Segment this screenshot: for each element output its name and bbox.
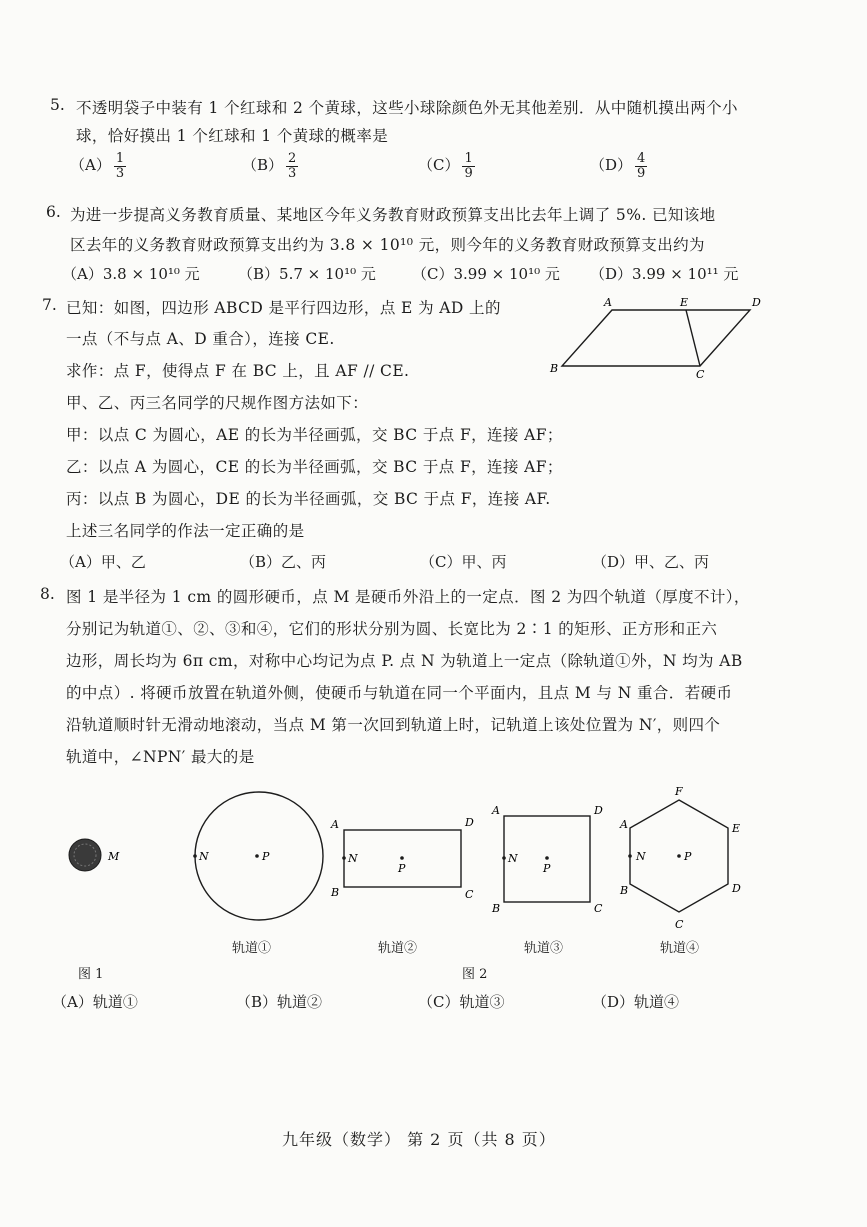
track-4-label-a: A xyxy=(620,818,628,831)
label-a: A xyxy=(604,296,612,309)
q5-text-line-1: 不透明袋子中装有 1 个红球和 2 个黄球，这些小球除颜色外无其他差别．从中随机摸出两个小 xyxy=(76,99,738,117)
q5-text-line-2: 球，恰好摸出 1 个红球和 1 个黄球的概率是 xyxy=(76,127,389,145)
label-b: B xyxy=(550,362,559,375)
track-4-label-c: C xyxy=(675,918,684,931)
q8-option-a: （A）轨道① xyxy=(52,993,138,1011)
q7-text-line-3: 求作：点 F，使得点 F 在 BC 上，且 AF // CE. xyxy=(66,362,410,380)
track-1-circle xyxy=(195,792,323,920)
q6-option-d: （D）3.99 × 10¹¹ 元 xyxy=(590,265,739,283)
q8-figures xyxy=(0,780,867,980)
q7-option-d: （D）甲、乙、丙 xyxy=(592,553,710,571)
coin-label-m: M xyxy=(108,850,120,863)
q6-number: 6. xyxy=(46,203,61,221)
track-4-label-b: B xyxy=(620,884,629,897)
track-3-label-b: B xyxy=(492,902,501,915)
page-footer: 九年级（数学） 第 2 页（共 8 页） xyxy=(282,1130,556,1149)
q7-text-line-2: 一点（不与点 A、D 重合），连接 CE. xyxy=(66,330,335,348)
track-2-label-a: A xyxy=(331,818,339,831)
track-3-label-c: C xyxy=(594,902,603,915)
track-1-caption: 轨道① xyxy=(232,941,272,956)
track-3-point-p xyxy=(545,856,549,860)
track-1-label-n: N xyxy=(199,850,209,863)
q7-text-line-4: 甲、乙、丙三名同学的尺规作图方法如下： xyxy=(66,394,369,412)
track-2-point-p xyxy=(400,856,404,860)
q7-text-line-1: 已知：如图，四边形 ABCD 是平行四边形，点 E 为 AD 上的 xyxy=(66,299,501,317)
track-3-caption: 轨道③ xyxy=(524,941,564,956)
track-2-label-p: P xyxy=(398,862,406,875)
q6-text-line-1: 为进一步提高义务教育质量、某地区今年义务教育财政预算支出比去年上调了 5%. 已知该地 xyxy=(70,206,716,224)
track-4-label-d: D xyxy=(732,882,741,895)
q7-text-line-6: 乙：以点 A 为圆心，CE 的长为半径画弧，交 BC 于点 F，连接 AF； xyxy=(66,458,563,476)
figure-2-caption: 图 2 xyxy=(462,967,488,982)
q7-text-line-5: 甲：以点 C 为圆心，AE 的长为半径画弧，交 BC 于点 F，连接 AF； xyxy=(66,426,563,444)
q6-option-c: （C）3.99 × 10¹⁰ 元 xyxy=(412,265,560,283)
track-3-label-p: P xyxy=(543,862,551,875)
q8-option-c: （C）轨道③ xyxy=(418,993,505,1011)
track-4-label-e: E xyxy=(732,822,741,835)
track-2-label-b: B xyxy=(331,886,340,899)
q8-text-line-5: 沿轨道顺时针无滑动地滚动，当点 M 第一次回到轨道上时，记轨道上该处位置为 N′，则四个 xyxy=(66,716,721,734)
track-4-label-n: N xyxy=(636,850,646,863)
track-3-point-n xyxy=(502,856,506,860)
label-e: E xyxy=(680,296,689,309)
q5-option-c: （C） $\frac{1}{9}$ xyxy=(418,151,473,181)
q8-option-b: （B）轨道② xyxy=(236,993,323,1011)
q5-option-d: （D） $\frac{4}{9}$ xyxy=(590,151,646,181)
q7-option-a: （A）甲、乙 xyxy=(60,553,146,571)
track-3-label-n: N xyxy=(508,852,518,865)
segment-ce xyxy=(686,310,700,366)
track-2-label-d: D xyxy=(465,816,474,829)
parallelogram-abcd xyxy=(562,310,750,366)
q5-number: 5. xyxy=(50,96,65,114)
q8-text-line-2: 分别记为轨道①、②、③和④，它们的形状分别为圆、长宽比为 2∶1 的矩形、正方形和正六 xyxy=(66,620,718,638)
track-1-point-p xyxy=(255,854,259,858)
track-4-label-f: F xyxy=(675,785,683,798)
q7-number: 7. xyxy=(42,296,57,314)
track-4-label-p: P xyxy=(684,850,692,863)
track-1-label-p: P xyxy=(262,850,270,863)
track-4-point-n xyxy=(628,854,632,858)
track-1-point-n xyxy=(193,854,197,858)
label-c: C xyxy=(696,368,705,381)
track-2-caption: 轨道② xyxy=(378,941,418,956)
q6-option-b: （B）5.7 × 10¹⁰ 元 xyxy=(238,265,376,283)
q6-option-a: （A）3.8 × 10¹⁰ 元 xyxy=(62,265,200,283)
track-2-label-n: N xyxy=(348,852,358,865)
q7-text-line-8: 上述三名同学的作法一定正确的是 xyxy=(66,522,305,540)
q7-option-c: （C）甲、丙 xyxy=(420,553,507,571)
q8-text-line-6: 轨道中，∠NPN′ 最大的是 xyxy=(66,748,255,766)
track-3-label-a: A xyxy=(492,804,500,817)
figure-1-caption: 图 1 xyxy=(78,967,104,982)
q8-option-d: （D）轨道④ xyxy=(592,993,680,1011)
track-4-point-p xyxy=(677,854,681,858)
q7-text-line-7: 丙：以点 B 为圆心，DE 的长为半径画弧，交 BC 于点 F，连接 AF. xyxy=(66,490,551,508)
q7-parallelogram-figure xyxy=(540,290,770,385)
q8-text-line-4: 的中点）. 将硬币放置在轨道外侧，使硬币与轨道在同一个平面内，且点 M 与 N 重合．若硬币 xyxy=(66,684,733,702)
q8-number: 8. xyxy=(40,585,55,603)
track-3-label-d: D xyxy=(594,804,603,817)
q8-text-line-1: 图 1 是半径为 1 cm 的圆形硬币，点 M 是硬币外沿上的一定点．图 2 为四个轨道（厚度不计）， xyxy=(66,588,750,606)
q7-option-b: （B）乙、丙 xyxy=(240,553,327,571)
label-d: D xyxy=(752,296,761,309)
q5-option-b: （B） $\frac{2}{3}$ xyxy=(242,151,297,181)
track-2-label-c: C xyxy=(465,888,474,901)
track-2-point-n xyxy=(342,856,346,860)
track-4-caption: 轨道④ xyxy=(660,941,700,956)
q5-option-a: （A） $\frac{1}{3}$ xyxy=(70,151,125,181)
q6-text-line-2: 区去年的义务教育财政预算支出约为 3.8 × 10¹⁰ 元，则今年的义务教育财政预算支出约为 xyxy=(70,236,705,254)
q8-text-line-3: 边形，周长均为 6π cm，对称中心均记为点 P. 点 N 为轨道上一定点（除轨道①外，N 均为 AB xyxy=(66,652,743,670)
